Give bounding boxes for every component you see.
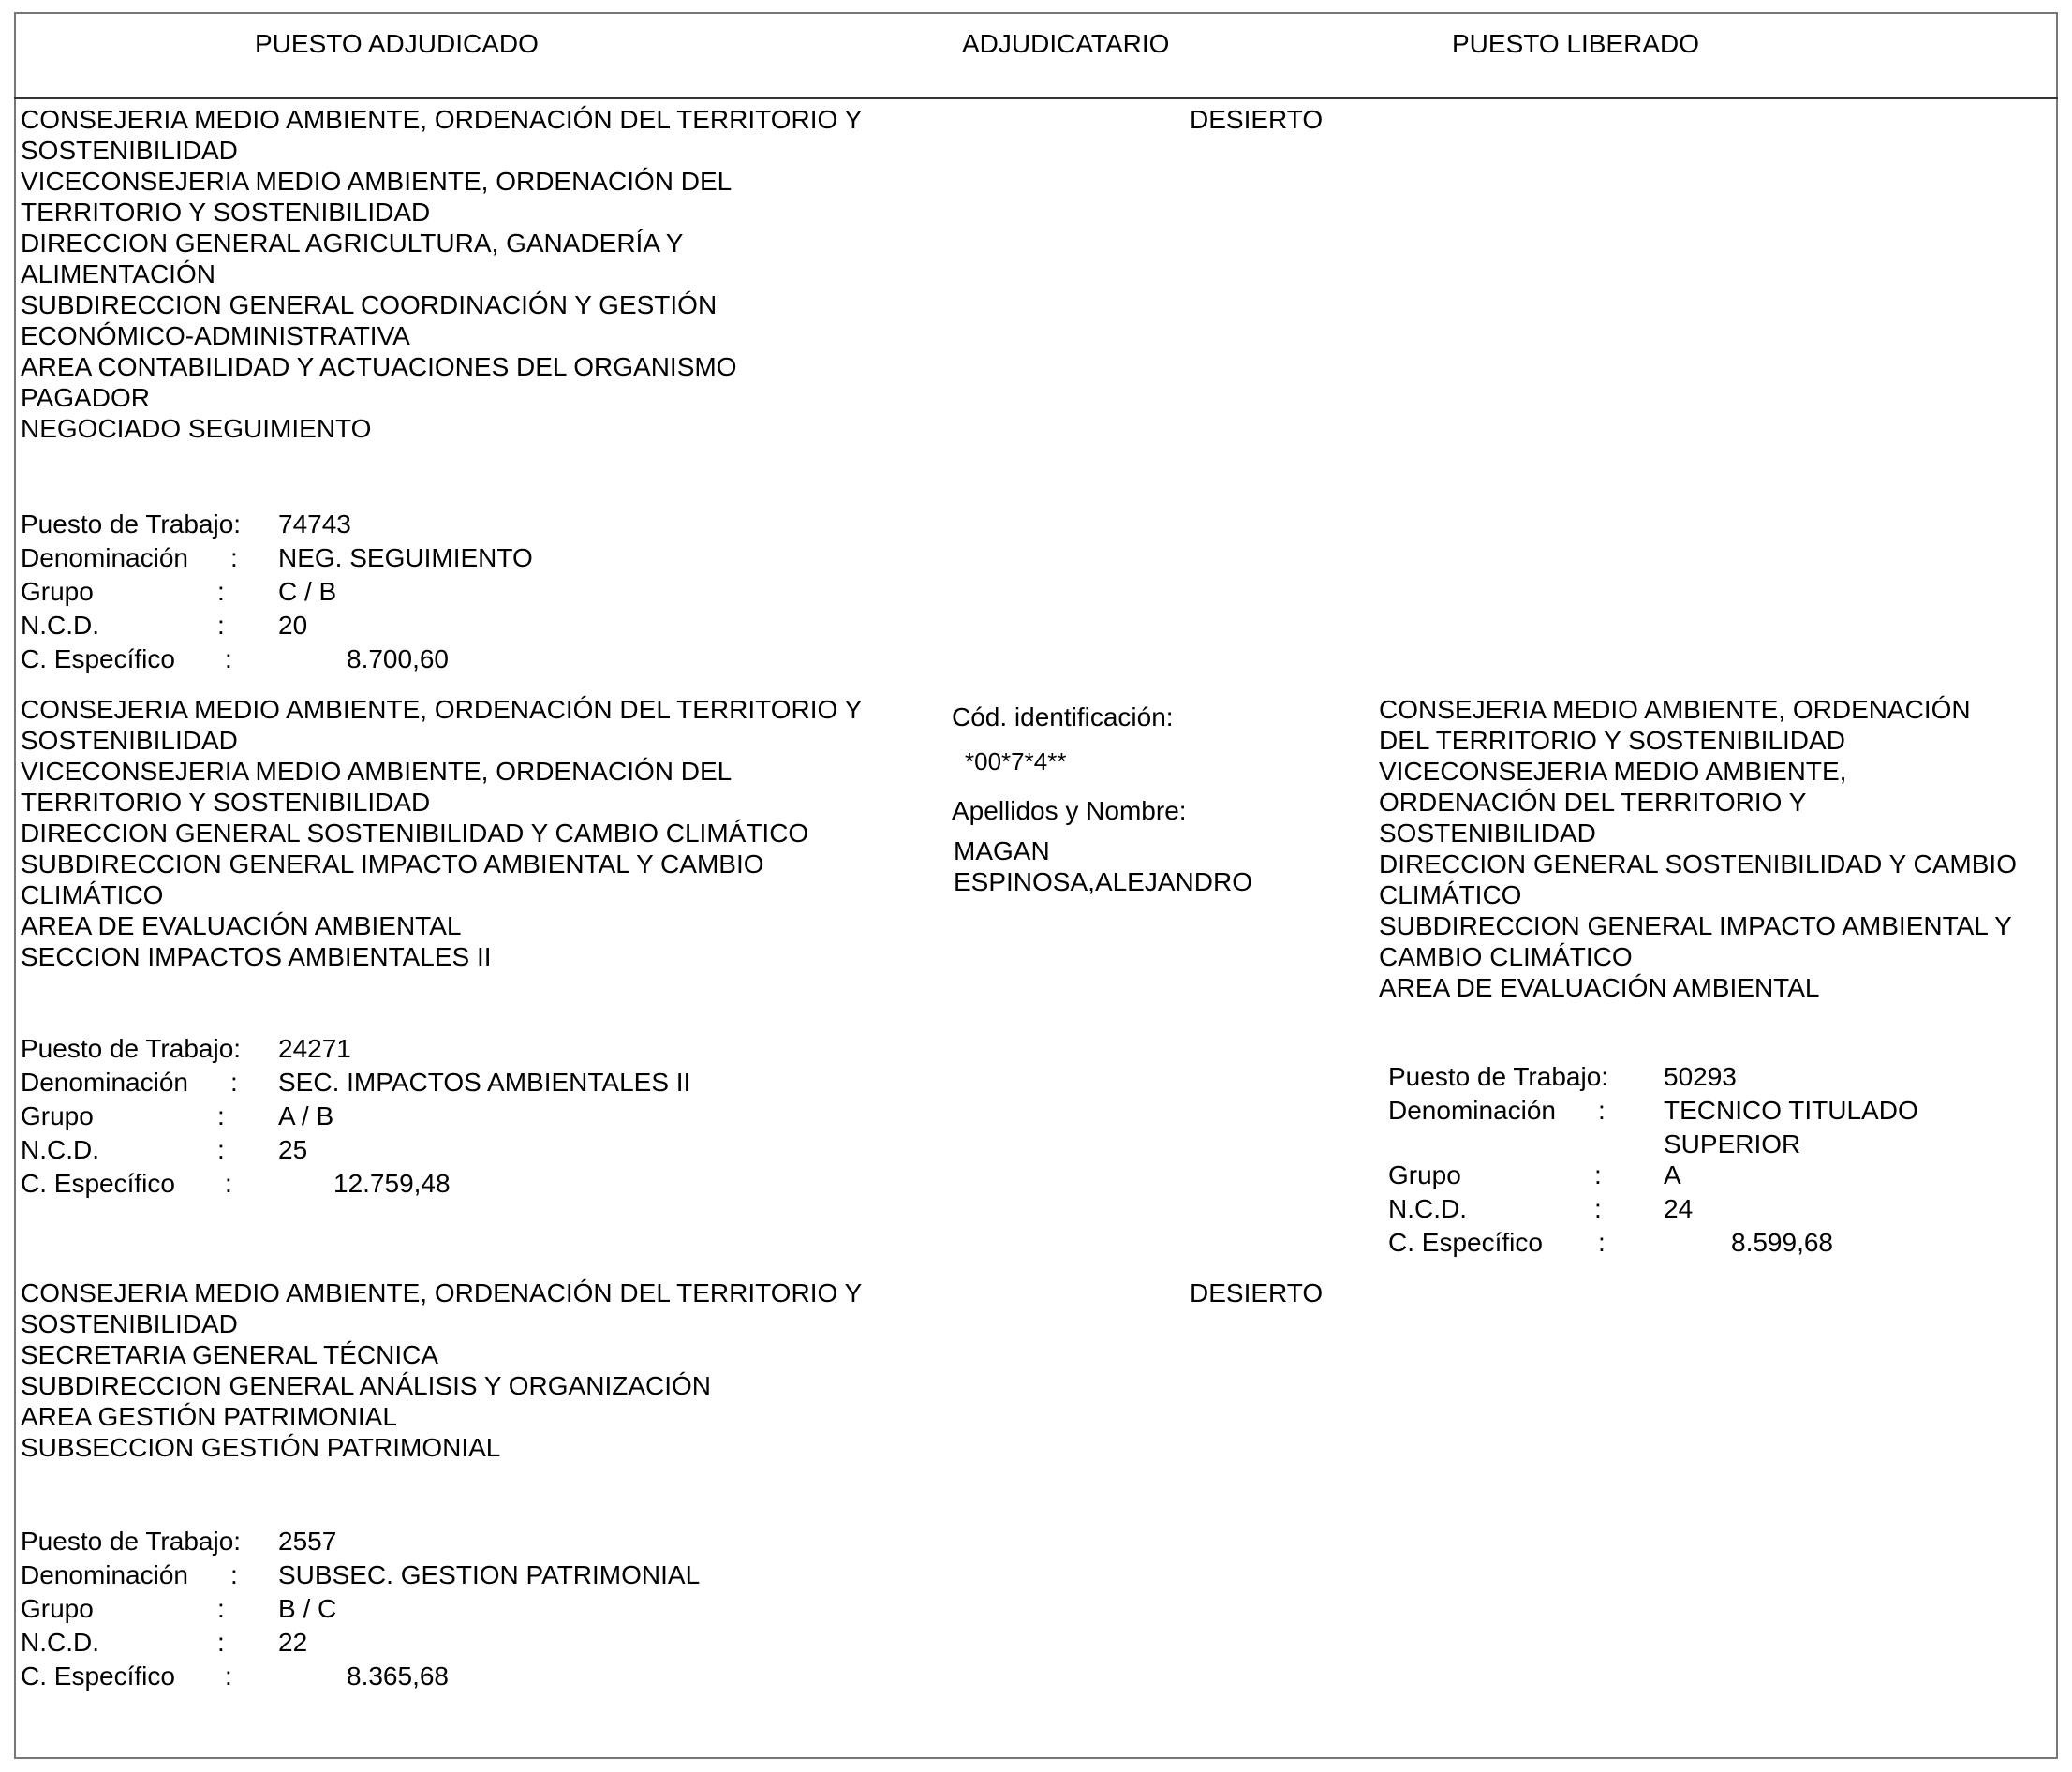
org-line: SUBDIRECCION GENERAL IMPACTO AMBIENTAL Y [1379,911,2012,940]
colon: : [217,1628,225,1657]
org-line: SUBSECCION GESTIÓN PATRIMONIAL [21,1433,501,1462]
entry-1-org [21,104,862,444]
value-ncd: 25 [278,1135,308,1164]
org-line: SOSTENIBILIDAD [21,726,238,755]
entry-2-details [21,1032,864,1201]
colon: : [1594,1194,1602,1223]
colon: : [217,1135,225,1164]
org-line: AREA DE EVALUACIÓN AMBIENTAL [1379,973,1820,1002]
org-line: CONSEJERIA MEDIO AMBIENTE, ORDENACIÓN [1379,695,1971,724]
org-line: SUBDIRECCION GENERAL ANÁLISIS Y ORGANIZACIÓN [21,1371,711,1400]
value-grupo: A [1664,1160,1681,1189]
org-line: NEGOCIADO SEGUIMIENTO [21,414,372,443]
colon: : [1598,1096,1606,1125]
label-grupo: Grupo [21,1594,94,1623]
label-cod-identificacion: Cód. identificación: [952,702,1174,731]
org-line: TERRITORIO Y SOSTENIBILIDAD [21,198,431,227]
value-puesto: 74743 [278,509,351,539]
entry-2-org [21,694,862,972]
value-denominacion-line: TECNICO TITULADO [1664,1096,1918,1125]
label-puesto: Puesto de Trabajo: [21,509,242,539]
label-ncd: N.C.D. [1388,1194,1467,1223]
label-denominacion: Denominación [1388,1096,1556,1125]
org-line: SECRETARIA GENERAL TÉCNICA [21,1340,439,1369]
org-line: ORDENACIÓN DEL TERRITORIO Y [1379,788,1807,817]
value-especifico: 8.700,60 [347,644,449,673]
org-line: TERRITORIO Y SOSTENIBILIDAD [21,788,431,817]
org-line: AREA CONTABILIDAD Y ACTUACIONES DEL ORGANISMO [21,352,737,381]
value-cod-identificacion: *00*7*4** [965,747,1067,775]
label-ncd: N.C.D. [21,1135,99,1164]
header-puesto-liberado: PUESTO LIBERADO [1452,29,1700,58]
org-line: ALIMENTACIÓN [21,259,215,288]
nombre-line: ESPINOSA,ALEJANDRO [954,867,1252,896]
org-line: CAMBIO CLIMÁTICO [1379,942,1633,971]
label-especifico: C. Específico [21,644,175,673]
value-puesto: 50293 [1664,1062,1737,1091]
entry-3-adjudicatario: DESIERTO [1190,1278,1324,1307]
label-especifico: C. Específico [21,1169,175,1198]
org-line: SOSTENIBILIDAD [21,1309,238,1338]
colon: : [230,543,238,572]
colon: : [225,1661,232,1691]
liberado-details [1388,1060,2044,1260]
value-denominacion-line: SUPERIOR [1664,1130,1801,1159]
entry-3-org [21,1277,862,1463]
value-especifico: 8.599,68 [1731,1228,1833,1257]
value-denominacion: SUBSEC. GESTION PATRIMONIAL [278,1560,701,1589]
org-line: SOSTENIBILIDAD [1379,819,1596,848]
value-ncd: 22 [278,1628,308,1657]
label-denominacion: Denominación [21,1560,188,1589]
org-line: SOSTENIBILIDAD [21,136,238,165]
org-line: SUBDIRECCION GENERAL IMPACTO AMBIENTAL Y CAMBIO [21,849,764,879]
colon: : [1594,1160,1602,1189]
value-especifico: 12.759,48 [333,1169,451,1198]
colon: : [217,1594,225,1623]
org-line: DIRECCION GENERAL SOSTENIBILIDAD Y CAMBIO [1379,849,2017,879]
label-puesto: Puesto de Trabajo: [21,1034,242,1063]
label-grupo: Grupo [21,577,94,606]
value-puesto: 2557 [278,1527,337,1556]
org-line: VICECONSEJERIA MEDIO AMBIENTE, [1379,757,1847,786]
colon: : [217,1101,225,1130]
org-line: VICECONSEJERIA MEDIO AMBIENTE, ORDENACIÓN DEL [21,757,733,786]
colon: : [230,1068,238,1097]
entry-1-details [21,508,676,676]
header-divider [14,97,2058,99]
value-especifico: 8.365,68 [347,1661,449,1691]
org-line: DEL TERRITORIO Y SOSTENIBILIDAD [1379,726,1845,755]
org-line: CLIMÁTICO [21,880,164,909]
value-denominacion: NEG. SEGUIMIENTO [278,543,533,572]
org-line: CONSEJERIA MEDIO AMBIENTE, ORDENACIÓN DEL TERRITORIO Y [21,105,863,134]
colon: : [230,1560,238,1589]
colon: : [1598,1228,1606,1257]
label-ncd: N.C.D. [21,1628,99,1657]
org-line: VICECONSEJERIA MEDIO AMBIENTE, ORDENACIÓN DEL [21,167,733,196]
org-line: PAGADOR [21,383,150,412]
label-denominacion: Denominación [21,543,188,572]
org-line: DIRECCION GENERAL SOSTENIBILIDAD Y CAMBIO CLIMÁTICO [21,819,809,848]
value-grupo: C / B [278,577,337,606]
colon: : [217,577,225,606]
value-puesto: 24271 [278,1034,351,1063]
value-grupo: B / C [278,1594,337,1623]
value-ncd: 24 [1664,1194,1694,1223]
header-puesto-adjudicado: PUESTO ADJUDICADO [255,29,539,58]
nombre-line: MAGAN [954,836,1050,865]
label-puesto: Puesto de Trabajo: [1388,1062,1609,1091]
colon: : [225,1169,232,1198]
org-line: CONSEJERIA MEDIO AMBIENTE, ORDENACIÓN DEL TERRITORIO Y [21,1278,863,1307]
colon: : [225,644,232,673]
label-especifico: C. Específico [1388,1228,1543,1257]
org-line: AREA DE EVALUACIÓN AMBIENTAL [21,911,462,940]
org-line: SECCION IMPACTOS AMBIENTALES II [21,942,492,971]
label-apellidos-nombre: Apellidos y Nombre: [952,796,1187,825]
org-line: CONSEJERIA MEDIO AMBIENTE, ORDENACIÓN DEL TERRITORIO Y [21,695,863,724]
org-line: CLIMÁTICO [1379,880,1522,909]
label-ncd: N.C.D. [21,611,99,640]
label-especifico: C. Específico [21,1661,175,1691]
org-line: ECONÓMICO-ADMINISTRATIVA [21,321,410,350]
org-line: AREA GESTIÓN PATRIMONIAL [21,1402,397,1431]
org-line: SUBDIRECCION GENERAL COORDINACIÓN Y GESTIÓN [21,290,718,319]
value-nombre [954,835,1252,897]
entry-1-adjudicatario: DESIERTO [1190,105,1324,134]
label-grupo: Grupo [21,1101,94,1130]
colon: : [217,611,225,640]
label-grupo: Grupo [1388,1160,1461,1189]
value-ncd: 20 [278,611,308,640]
label-puesto: Puesto de Trabajo: [21,1527,242,1556]
org-line: DIRECCION GENERAL AGRICULTURA, GANADERÍA Y [21,229,684,258]
value-grupo: A / B [278,1101,334,1130]
liberado-org [1379,694,2017,1003]
label-denominacion: Denominación [21,1068,188,1097]
header-adjudicatario: ADJUDICATARIO [962,29,1170,58]
entry-3-details [21,1525,864,1693]
value-denominacion: SEC. IMPACTOS AMBIENTALES II [278,1068,691,1097]
